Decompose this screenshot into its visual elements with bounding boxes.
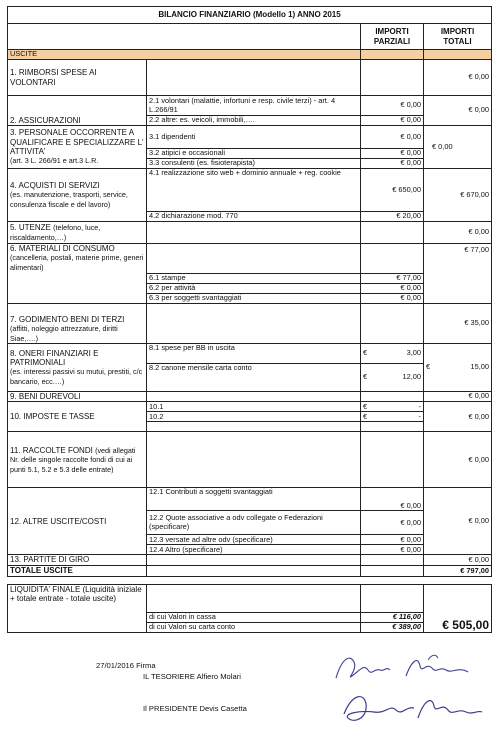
footer-date-line — [96, 661, 156, 670]
item-10-2-label: 10.2 — [147, 412, 361, 422]
item-12-4-amount: € 0,00 — [361, 545, 424, 555]
item-3-1-amount: € 0,00 — [361, 126, 424, 149]
item-3-total: € 0,00 — [424, 126, 492, 169]
item-2-1-label: 2.1 volontari (malattie, infortuni e resp. civile terzi) - art. 4 L.266/91 — [147, 96, 361, 116]
liquidita-cassa-label: di cui Valori in cassa — [147, 612, 361, 622]
item-3-2-label: 3.2 atipici e occasionali — [147, 149, 361, 159]
item-7-label — [8, 304, 147, 344]
header-importi-totali: IMPORTI TOTALI — [424, 24, 492, 50]
item-10-1-label: 10.1 — [147, 402, 361, 412]
item-10-2-amount — [361, 412, 424, 422]
item-12-label: 12. ALTRE USCITE/COSTI — [8, 488, 147, 555]
item-10-label: 10. IMPOSTE E TASSE — [8, 402, 147, 432]
item-10-2-currency: € — [363, 411, 368, 421]
item-8-1-amount — [361, 344, 424, 364]
totale-uscite-amount: € 797,00 — [424, 565, 492, 576]
section-uscite: USCITE — [8, 50, 361, 60]
item-11-total: € 0,00 — [424, 432, 492, 488]
item-8-2-label: 8.2 canone mensile carta conto — [147, 364, 361, 392]
item-4-total: € 670,00 — [424, 169, 492, 222]
liquidita-cassa-amount: € 116,00 — [361, 612, 424, 622]
item-4-2-label: 4.2 dichiarazione mod. 770 — [147, 212, 361, 222]
item-1-total: € 0,00 — [424, 60, 492, 96]
item-8-2-value: 12,00 — [402, 372, 421, 382]
item-3-title: 3. PERSONALE OCCORRENTE A QUALIFICARE E SPECIALIZZARE L' ATTIVITA' — [10, 128, 144, 156]
footer-date: 27/01/2016 — [96, 661, 135, 670]
item-8-2-amount — [361, 364, 424, 392]
item-5-label — [8, 222, 147, 244]
item-6-2-amount: € 0,00 — [361, 284, 424, 294]
item-12-2-amount: € 0,00 — [361, 511, 424, 535]
item-2-2-label: 2.2 altre: es. veicoli, immobili,…. — [147, 116, 361, 126]
item-3-3-amount: € 0,00 — [361, 159, 424, 169]
item-10-total: € 0,00 — [424, 402, 492, 432]
presidente-signature — [334, 688, 484, 730]
balance-sheet — [7, 6, 491, 633]
item-4-1-label: 4.1 realizzazione sito web + dominio annuale + reg. cookie — [147, 169, 361, 212]
item-11-title: 11. RACCOLTE FONDI — [10, 445, 93, 455]
item-12-3-amount: € 0,00 — [361, 535, 424, 545]
item-6-3-label: 6.3 per soggetti svantaggiati — [147, 294, 361, 304]
item-11-description: (vedi allegati Nr. delle singole raccolte fondi di cui ai punti 5.1, 5.2 e 5.3 delle entrate) — [10, 445, 136, 474]
item-6-total: € 77,00 — [424, 244, 492, 304]
item-10-1-amount — [361, 402, 424, 412]
liquidita-total: € 505,00 — [424, 584, 492, 632]
item-13-label: 13. PARTITE DI GIRO — [8, 555, 147, 565]
item-2-2-amount: € 0,00 — [361, 116, 424, 126]
item-10-1-currency: € — [363, 401, 368, 411]
item-8-label — [8, 344, 147, 392]
item-6-1-amount: € 77,00 — [361, 274, 424, 284]
tesoriere-signature — [328, 648, 478, 688]
liquidita-conto-label: di cui Valori su carta conto — [147, 622, 361, 632]
item-8-total — [424, 344, 492, 392]
item-3-3-label: 3.3 consulenti (es. fisioterapista) — [147, 159, 361, 169]
item-6-title: 6. MATERIALI DI CONSUMO — [10, 244, 115, 253]
item-12-1-label: 12.1 Contributi a soggetti svantaggiati — [147, 488, 361, 511]
item-3-description: (art. 3 L. 266/91 e art.3 L.R. — [10, 156, 99, 166]
item-4-label — [8, 169, 147, 222]
item-2-total: € 0,00 — [424, 96, 492, 126]
item-8-total-currency: € — [426, 362, 431, 372]
header-importi-parziali: IMPORTI PARZIALI — [361, 24, 424, 50]
liquidita-conto-amount: € 389,00 — [361, 622, 424, 632]
item-5-title: 5. UTENZE — [10, 223, 51, 233]
item-8-1-label: 8.1 spese per BB in uscita — [147, 344, 361, 364]
item-1-label: 1. RIMBORSI SPESE AI VOLONTARI — [8, 60, 147, 96]
item-12-total: € 0,00 — [424, 488, 492, 555]
item-8-total-value: 15,00 — [470, 362, 490, 372]
item-12-3-label: 12.3 versate ad altre odv (specificare) — [147, 535, 361, 545]
balance-table — [7, 6, 492, 633]
liquidita-label: LIQUIDITA' FINALE (Liquidità iniziale + totale entrate - totale uscite) — [8, 584, 147, 632]
item-4-2-amount: € 20,00 — [361, 212, 424, 222]
item-7-total: € 35,00 — [424, 304, 492, 344]
item-12-2-label: 12.2 Quote associative a odv collegate o Federazioni (specificare) — [147, 511, 361, 535]
totale-uscite-label: TOTALE USCITE — [8, 565, 147, 576]
item-9-total: € 0,00 — [424, 392, 492, 402]
item-3-label — [8, 126, 147, 169]
item-6-3-amount: € 0,00 — [361, 294, 424, 304]
item-12-4-label: 12.4 Altro (specificare) — [147, 545, 361, 555]
item-6-description: (cancelleria, postali, materie prime, generi alimentari) — [10, 253, 144, 272]
item-6-1-label: 6.1 stampe — [147, 274, 361, 284]
footer-firma: Firma — [136, 661, 156, 670]
item-2-label: 2. ASSICURAZIONI — [8, 96, 147, 126]
item-4-description: (es. manutenzione, trasporti, service, consulenza fiscale e del lavoro) — [10, 190, 128, 209]
item-2-1-amount: € 0,00 — [361, 96, 424, 116]
item-4-1-amount: € 650,00 — [361, 169, 424, 212]
document-title: BILANCIO FINANZIARIO (Modello 1) ANNO 2015 — [8, 7, 492, 24]
item-4-title: 4. ACQUISTI DI SERVIZI — [10, 180, 100, 190]
item-8-2-currency: € — [363, 372, 368, 382]
item-3-2-amount: € 0,00 — [361, 149, 424, 159]
item-12-1-amount: € 0,00 — [361, 488, 424, 511]
item-11-label — [8, 432, 147, 488]
item-8-1-value: 3,00 — [406, 348, 421, 358]
item-9-label: 9. BENI DUREVOLI — [8, 392, 147, 402]
item-10-2-value: - — [418, 411, 421, 421]
item-5-total: € 0,00 — [424, 222, 492, 244]
footer-presidente: Il PRESIDENTE Devis Casetta — [143, 704, 247, 713]
item-8-1-currency: € — [363, 348, 368, 358]
item-6-2-label: 6.2 per attività — [147, 284, 361, 294]
item-5-description: (telefono, luce, riscaldamento,…) — [10, 223, 101, 242]
item-13-total: € 0,00 — [424, 555, 492, 565]
item-6-label — [8, 244, 147, 304]
item-8-description: (es. interessi passivi su mutui, prestiti, c/c bancario, ecc.…) — [10, 367, 143, 386]
footer-tesoriere: IL TESORIERE Alfiero Molari — [143, 672, 241, 681]
item-8-title: 8. ONERI FINANZIARI E PATRIMONIALI — [10, 348, 99, 368]
item-10-1-value: - — [418, 401, 421, 411]
item-7-title: 7. GODIMENTO BENI DI TERZI — [10, 314, 125, 324]
item-3-1-label: 3.1 dipendenti — [147, 126, 361, 149]
item-7-description: (affitti, noleggio attrezzature, diritti Siae,….) — [10, 324, 118, 343]
